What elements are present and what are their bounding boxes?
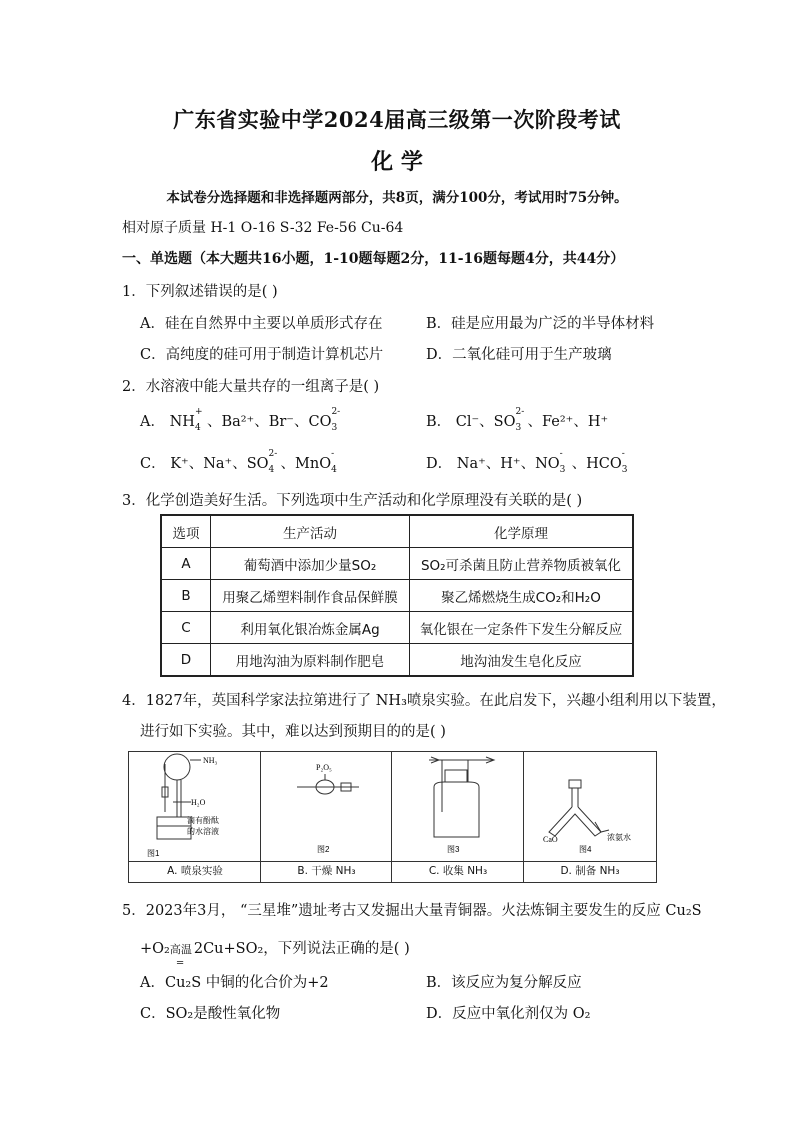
table-cell: 氧化银在一定条件下发生分解反应 [410,612,634,644]
fig4-label: 图4 [579,845,592,854]
ion: MnO [295,456,332,472]
q5-reactant: +O₂ [140,941,170,957]
q2-option-c: C． K⁺、Na⁺、SO 2- 4 、MnO - 4 [140,449,337,475]
table-header: 化学原理 [410,515,634,548]
ion: H⁺ [500,456,521,472]
q2-stem: 2．水溶液中能大量共存的一组离子是( ) [122,379,380,395]
caption-b: B. 干燥 NH₃ [297,865,356,877]
apparatus-drawings [129,752,656,862]
atomic-mass-line: 相对原子质量 H-1 O-16 S-32 Fe-56 Cu-64 [122,220,404,236]
fig1-solution-label: 的水溶液 [187,827,219,836]
subject-title: 化 学 [371,149,423,175]
q1-option-a: A．硅在自然界中主要以单质形式存在 [140,316,383,332]
ion: Na⁺ [203,456,233,472]
ion: SO [493,414,516,430]
fig1-nh3-label: NH₃ [203,756,218,765]
q5-option-b: B．该反应为复分解反应 [426,975,582,991]
exam-intro: 本试卷分选择题和非选择题两部分，共8页，满分100分，考试用时75分钟。 [166,190,628,206]
ion: Br⁻ [268,414,294,430]
fig3-label: 图3 [447,845,460,854]
table-header-row [161,515,633,548]
q1-option-d: D．二氧化硅可用于生产玻璃 [426,347,612,363]
fig2-p2o5-label: P₂O₅ [316,763,332,772]
table-cell: C [161,612,211,644]
q2-option-d: D． Na⁺、H⁺、NO - 3 、HCO - 3 [426,449,628,475]
fig4-ammonia-label: 浓氨水 [607,833,631,842]
q4-stem-line1: 4．1827年，英国科学家法拉第进行了 NH₃喷泉实验。在此启发下，兴趣小组利用以下装置， [122,693,726,709]
table-header: 选项 [161,515,211,548]
q1-option-b: B．硅是应用最为广泛的半导体材料 [426,316,655,332]
exam-title: 广东省实验中学2024届高三级第一次阶段考试 [173,107,621,132]
q5-option-a: A．Cu₂S 中铜的化合价为+2 [140,975,329,991]
table-cell: 聚乙烯燃烧生成CO₂和H₂O [410,580,634,612]
q4-stem-line2: 进行如下实验。其中，难以达到预期目的的是( ) [140,724,446,740]
q1-stem: 1．下列叙述错误的是( ) [122,284,278,300]
table-row [161,580,633,612]
gas-bottle-icon [429,757,494,837]
q5-stem-line1: 5．2023年3月， “三星堆”遗址考古又发掘出大量青铜器。火法炼铜主要发生的反应 Cu₂S [122,903,702,919]
q5-products: 2Cu+SO₂，下列说法正确的是( ) [193,941,410,957]
q4-figure-panel [128,751,657,883]
q5-option-c: C．SO₂是酸性氧化物 [140,1006,281,1022]
ion: NH [169,414,195,430]
fig2-label: 图2 [317,845,330,854]
q2-option-d-label: D． [426,456,453,472]
q2-option-a: A． NH + 4 、Ba²⁺、Br⁻、CO 2- 3 [140,407,341,433]
ion: Ba²⁺ [221,414,255,430]
ion: H⁺ [587,414,609,430]
table-cell: 地沟油发生皂化反应 [410,644,634,677]
q2-option-a-label: A． [140,414,165,430]
table-cell: A [161,548,211,580]
table-row [161,548,633,580]
table-cell: B [161,580,211,612]
ion: Cl⁻ [455,414,480,430]
caption-c: C. 收集 NH₃ [428,865,488,877]
fig4-cao-label: CaO [543,835,558,844]
ion: K⁺ [170,456,189,472]
table-cell: 利用氧化银冶炼金属Ag [211,612,410,644]
q2-option-b: B． Cl⁻、SO 2- 3 、Fe²⁺、H⁺ [426,407,609,433]
fig1-h2o-label: H₂O [191,798,206,807]
ion: SO [246,456,269,472]
table-cell: SO₂可杀菌且防止营养物质被氧化 [410,548,634,580]
q2-option-c-label: C． [140,456,166,472]
table-cell: 用聚乙烯塑料制作食品保鲜膜 [211,580,410,612]
ion: Fe²⁺ [541,414,574,430]
q5-condition: 高温 [169,943,192,956]
q3-stem: 3．化学创造美好生活。下列选项中生产活动和化学原理没有关联的是( ) [122,493,583,509]
ion: NO [535,456,560,472]
table-cell: 葡萄酒中添加少量SO₂ [211,548,410,580]
caption-d: D. 制备 NH₃ [560,865,620,877]
table-row [161,612,633,644]
y-tube-icon [549,780,609,836]
table-cell: D [161,644,211,677]
ion: Na⁺ [456,456,486,472]
q5-option-d: D．反应中氧化剂仅为 O₂ [426,1006,591,1022]
ion: HCO [586,456,622,472]
table-row [161,644,633,677]
ion: CO [308,414,332,430]
table-cell: 用地沟油为原料制作肥皂 [211,644,410,677]
fig1-label: 图1 [147,849,160,858]
section-heading: 一、单选题（本大题共16小题，1-10题每题2分，11-16题每题4分，共44分） [122,251,625,267]
caption-a: A. 喷泉实验 [167,865,223,877]
q1-option-c: C．高纯度的硅可用于制造计算机芯片 [140,347,384,363]
q2-option-b-label: B． [426,414,452,430]
fig1-phenol-label: 滴有酚酞 [187,816,219,825]
q3-table [160,514,634,677]
table-header: 生产活动 [211,515,410,548]
drying-tube-icon [297,774,359,794]
q5-stem-line2: +O₂ 高温 = 2Cu+SO₂，下列说法正确的是( ) [140,941,410,969]
